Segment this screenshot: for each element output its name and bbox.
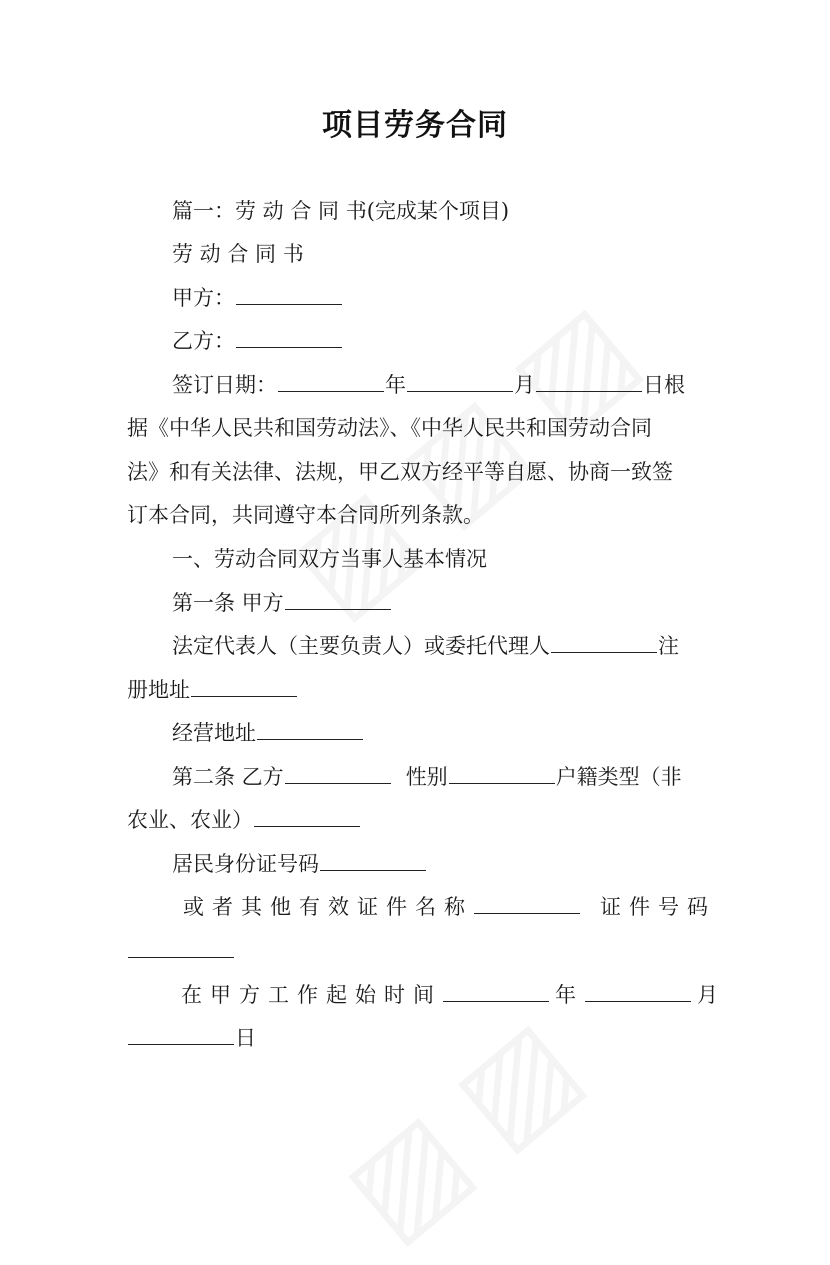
reg-address-line	[127, 676, 298, 704]
part-label: 篇一：劳 动 合 同 书(完成某个项目)	[172, 199, 510, 223]
article1-line	[172, 589, 392, 617]
sign-month-label: 月	[514, 373, 535, 397]
party-a-name-blank[interactable]	[285, 589, 391, 610]
preamble-text: 据《中华人民共和国劳动法》、《中华人民共和国劳动合同	[127, 416, 652, 440]
id-code-blank-line	[127, 937, 235, 965]
party-a-line	[172, 284, 343, 312]
business-address-line	[172, 719, 364, 747]
watermark-shape	[319, 974, 628, 1265]
preamble-line-2	[127, 414, 652, 442]
start-year-blank[interactable]	[443, 981, 549, 1002]
party-b-label: 乙方：	[172, 329, 235, 353]
sign-year-label: 年	[385, 373, 406, 397]
article2-label: 第二条 乙方	[172, 765, 284, 789]
preamble-line-4	[127, 501, 484, 529]
part-label-line	[172, 197, 509, 225]
article2-line	[172, 763, 682, 791]
start-day-blank[interactable]	[128, 1024, 234, 1045]
sign-month-blank[interactable]	[407, 371, 513, 392]
gender-label: 性别	[405, 765, 448, 789]
legal-rep-blank[interactable]	[551, 632, 657, 653]
business-address-label: 经营地址	[172, 721, 256, 745]
reg-address-blank[interactable]	[191, 676, 297, 697]
book-title-line	[172, 240, 304, 268]
sign-day-blank[interactable]	[536, 371, 642, 392]
start-year-label: 年	[555, 983, 584, 1007]
business-address-blank[interactable]	[257, 719, 363, 740]
start-time-line	[181, 981, 726, 1009]
other-id-line	[183, 893, 716, 921]
sign-date-label: 签订日期：	[172, 373, 277, 397]
household-type-label: 户籍类型（非	[555, 765, 682, 789]
party-b-blank[interactable]	[236, 327, 342, 348]
watermark-shape	[266, 258, 685, 641]
legal-rep-line	[172, 632, 679, 660]
id-number-blank[interactable]	[320, 850, 426, 871]
party-a-blank[interactable]	[236, 284, 342, 305]
sign-year-blank[interactable]	[278, 371, 384, 392]
id-number-label: 居民身份证号码	[172, 852, 319, 876]
preamble-text: 法》和有关法律、法规，甲乙双方经平等自愿、协商一致签	[127, 460, 673, 484]
article1-label: 第一条 甲方	[172, 591, 284, 615]
section-heading-line	[172, 545, 487, 573]
sign-date-line	[172, 371, 685, 399]
sign-day-basis: 日根	[643, 373, 685, 397]
party-b-line	[172, 327, 343, 355]
id-code-blank[interactable]	[128, 937, 234, 958]
book-title: 劳 动 合 同 书	[172, 242, 304, 266]
document-title: 项目劳务合同	[322, 108, 508, 143]
id-code-label: 证件号码	[600, 895, 716, 919]
other-id-blank[interactable]	[474, 893, 580, 914]
start-month-blank[interactable]	[585, 981, 691, 1002]
other-id-label: 或者其他有效证件名称	[183, 895, 473, 919]
legal-rep-label: 法定代表人（主要负责人）或委托代理人	[172, 634, 550, 658]
reg-address-label: 册地址	[127, 678, 190, 702]
start-day-label: 日	[235, 1026, 256, 1050]
id-number-line	[172, 850, 427, 878]
party-b-name-blank[interactable]	[285, 763, 391, 784]
gender-blank[interactable]	[449, 763, 555, 784]
start-month-label: 月	[697, 983, 726, 1007]
preamble-line-3	[127, 458, 673, 486]
reg-suffix: 注	[658, 634, 679, 658]
household-options-line	[127, 806, 361, 834]
party-a-label: 甲方：	[172, 286, 235, 310]
household-options: 农业、农业）	[127, 808, 253, 832]
preamble-text: 订本合同，共同遵守本合同所列条款。	[127, 503, 484, 527]
section-heading: 一、劳动合同双方当事人基本情况	[172, 547, 487, 571]
start-time-label: 在甲方工作起始时间	[181, 983, 442, 1007]
household-blank[interactable]	[254, 806, 360, 827]
start-day-line	[127, 1024, 256, 1052]
